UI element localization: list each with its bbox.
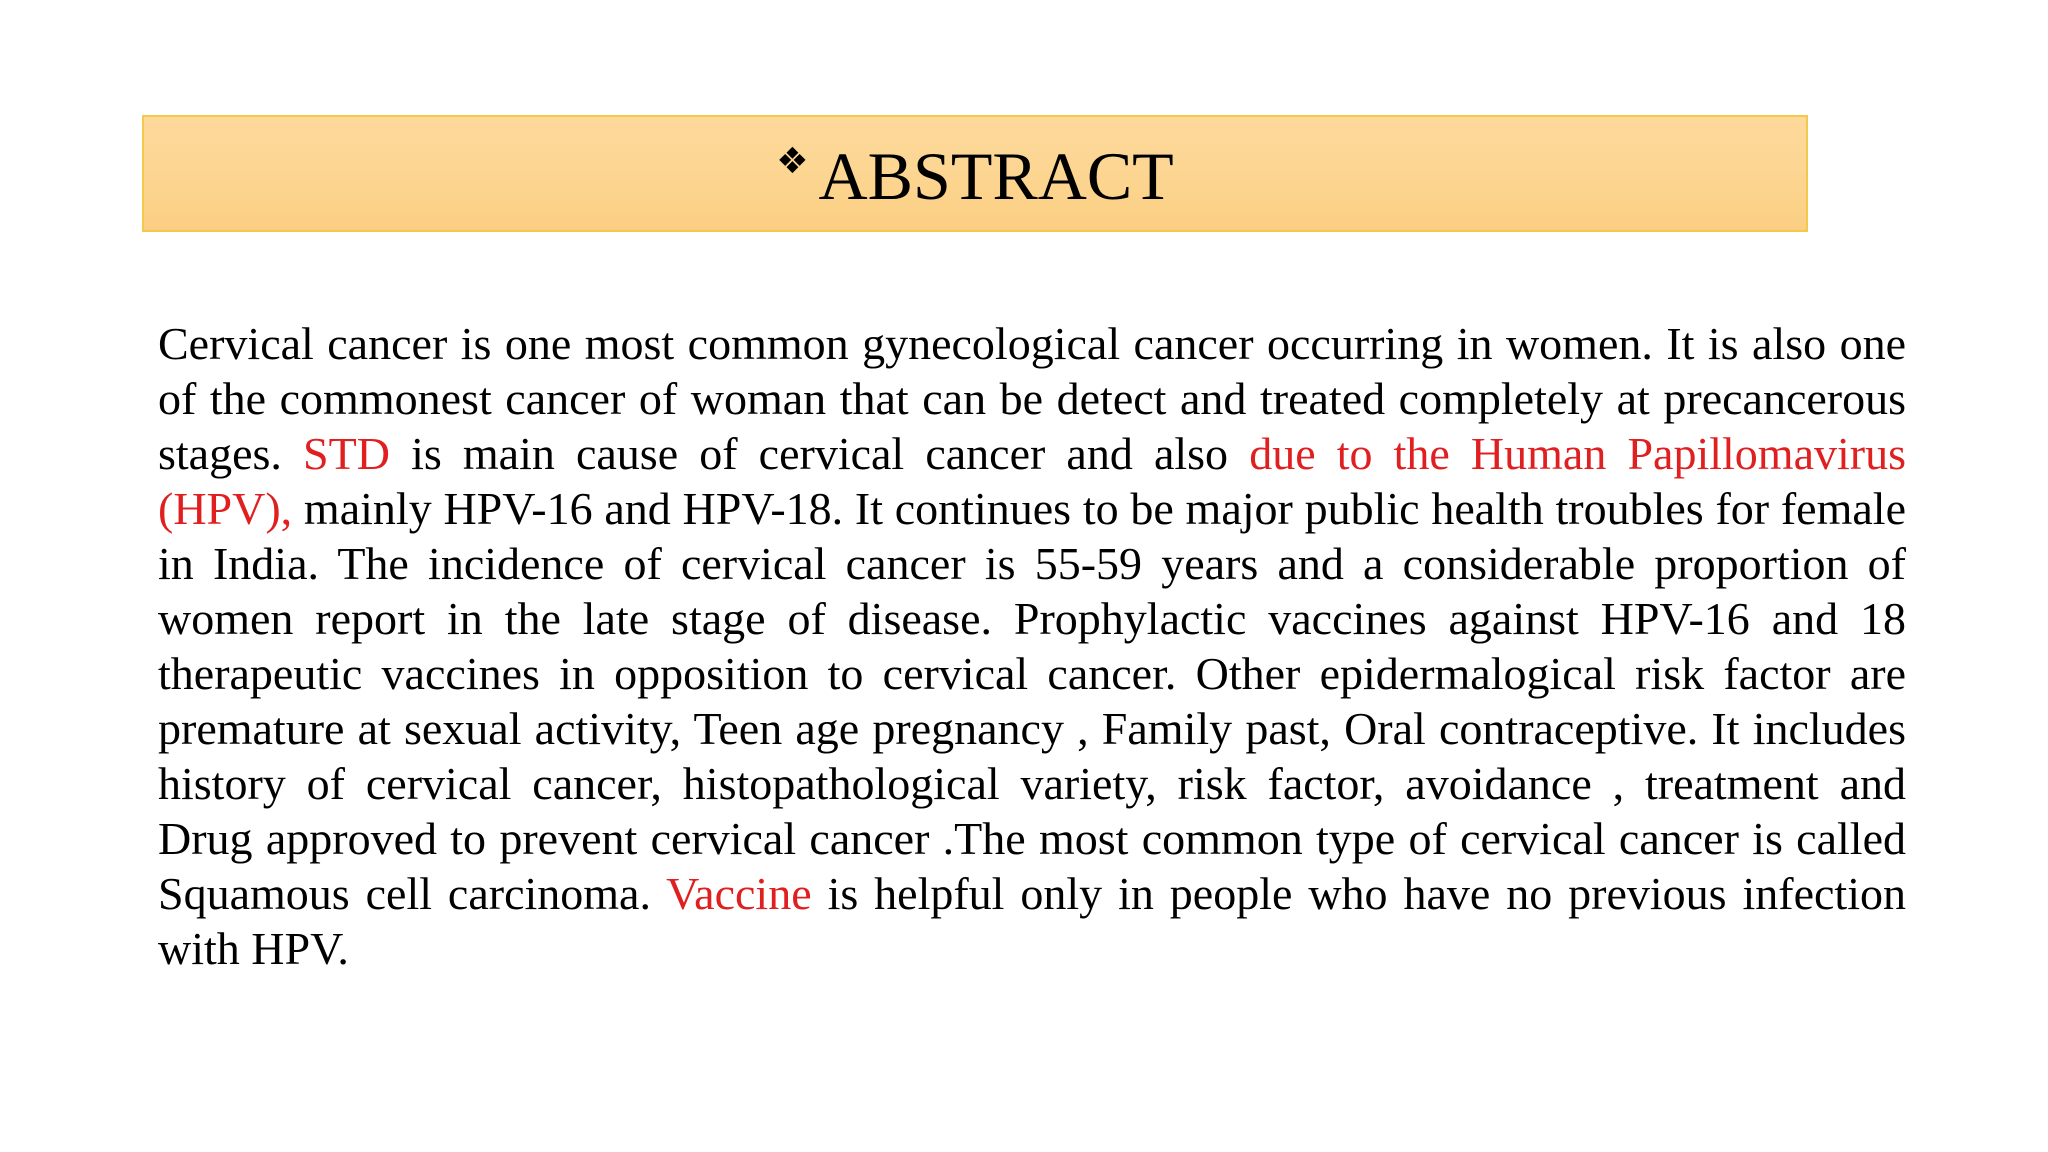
abstract-text-1: Cervical cancer is one most common gynecological cancer occurring in women. It is also one of the commonest cancer of woman that can be detect and treated completely at precancerous stages.: [158, 318, 1906, 479]
abstract-text-3: mainly HPV-16 and HPV-18. It continues to be major public health troubles for female in India. The incidence of cervical cancer is 55-59 years and a considerable proportion of women report in the late stage of disease. Prophylactic vaccines against HPV-16 and 18 therapeutic vaccines in opposition to cervical cancer. Other epidermalogical risk factor are premature at sexual activity, Teen age pregnancy , Family past, Oral contraceptive. It includes history of cervical cancer, histopathological variety, risk factor, avoidance , treatment and Drug approved to prevent cervical cancer .The most common type of cervical cancer is called Squamous cell carcinoma.: [158, 483, 1906, 919]
page-title: ABSTRACT: [818, 137, 1174, 214]
diamond-bullet-icon: ❖: [776, 140, 809, 182]
title-group: [776, 137, 1174, 214]
abstract-text-4: is helpful only in people who have no previous infection with HPV.: [158, 868, 1906, 974]
abstract-text-2: is main cause of cervical cancer and also: [389, 428, 1250, 479]
highlight-hpv: due to the Human Papillomavirus (HPV),: [158, 428, 1907, 534]
highlight-std: STD: [303, 428, 390, 479]
abstract-paragraph: [158, 316, 1906, 976]
highlight-vaccine: Vaccine: [666, 868, 812, 919]
title-banner: [142, 115, 1808, 232]
